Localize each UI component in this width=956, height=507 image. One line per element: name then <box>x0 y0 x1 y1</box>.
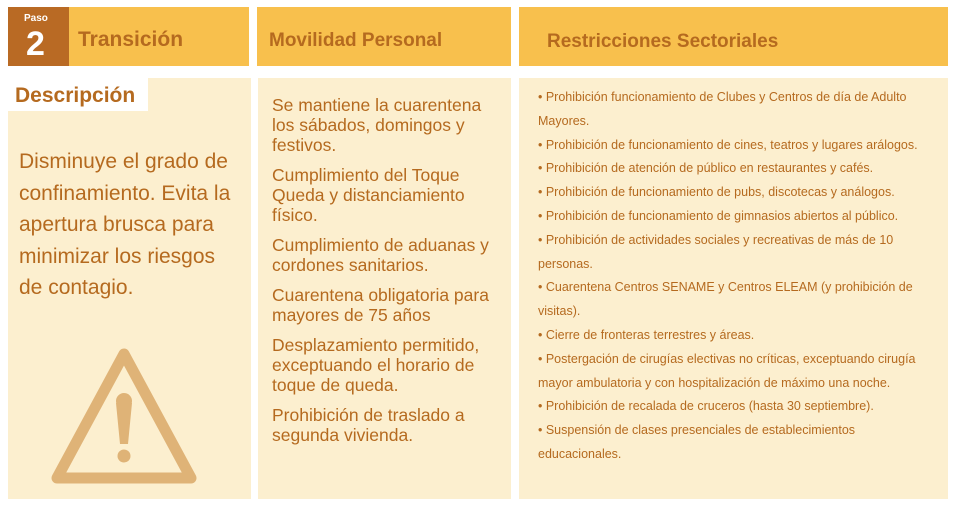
step-number: 2 <box>26 25 45 63</box>
list-item: • Prohibición de actividades sociales y recreativas de más de 10 personas. <box>538 232 894 271</box>
list-item: • Postergación de cirugías electivas no críticas, exceptuando cirugía mayor ambulatoria y con hospitalización de máximo una noche. <box>538 351 916 390</box>
list-item: Cumplimiento del Toque Queda y distanciamiento físico. <box>272 165 465 225</box>
mobility-list <box>272 95 508 455</box>
list-item: • Prohibición de funcionamiento de cines, teatros y lugares arálogos. <box>538 137 918 152</box>
list-item: • Prohibición de recalada de cruceros (hasta 30 septiembre). <box>538 399 874 414</box>
list-item: Prohibición de traslado a segunda vivienda. <box>272 405 465 445</box>
list-item: Cuarentena obligatoria para mayores de 75 años <box>272 285 489 325</box>
restrictions-list <box>538 86 938 467</box>
list-item: • Prohibición de atención de público en restaurantes y cafés. <box>538 161 874 176</box>
step-badge <box>8 7 69 66</box>
list-item: • Suspensión de clases presenciales de establecimientos educacionales. <box>538 423 856 461</box>
mobility-title: Movilidad Personal <box>269 30 443 51</box>
list-item: • Cuarentena Centros SENAME y Centros ELEAM (y prohibición de visitas). <box>538 280 913 319</box>
description-text: Disminuye el grado de confinamiento. Evita la apertura brusca para minimizar los riesgos de contagio. <box>19 150 231 299</box>
phase-title: Transición <box>78 28 184 51</box>
list-item: • Cierre de fronteras terrestres y áreas. <box>538 327 755 342</box>
step-label: Paso <box>24 13 48 24</box>
list-item: • Prohibición funcionamiento de Clubes y Centros de día de Adulto Mayores. <box>538 90 907 128</box>
restrictions-title: Restricciones Sectoriales <box>547 31 779 52</box>
list-item: Se mantiene la cuarentena los sábados, domingos y festivos. <box>272 95 482 155</box>
list-item: Cumplimiento de aduanas y cordones sanitarios. <box>272 235 489 275</box>
list-item: Desplazamiento permitido, exceptuando el horario de toque de queda. <box>272 335 480 395</box>
description-label: Descripción <box>15 84 136 107</box>
list-item: • Prohibición de funcionamiento de gimnasios abiertos al público. <box>538 208 899 223</box>
list-item: • Prohibición de funcionamiento de pubs, discotecas y análogos. <box>538 185 895 200</box>
warning-icon <box>49 346 199 486</box>
